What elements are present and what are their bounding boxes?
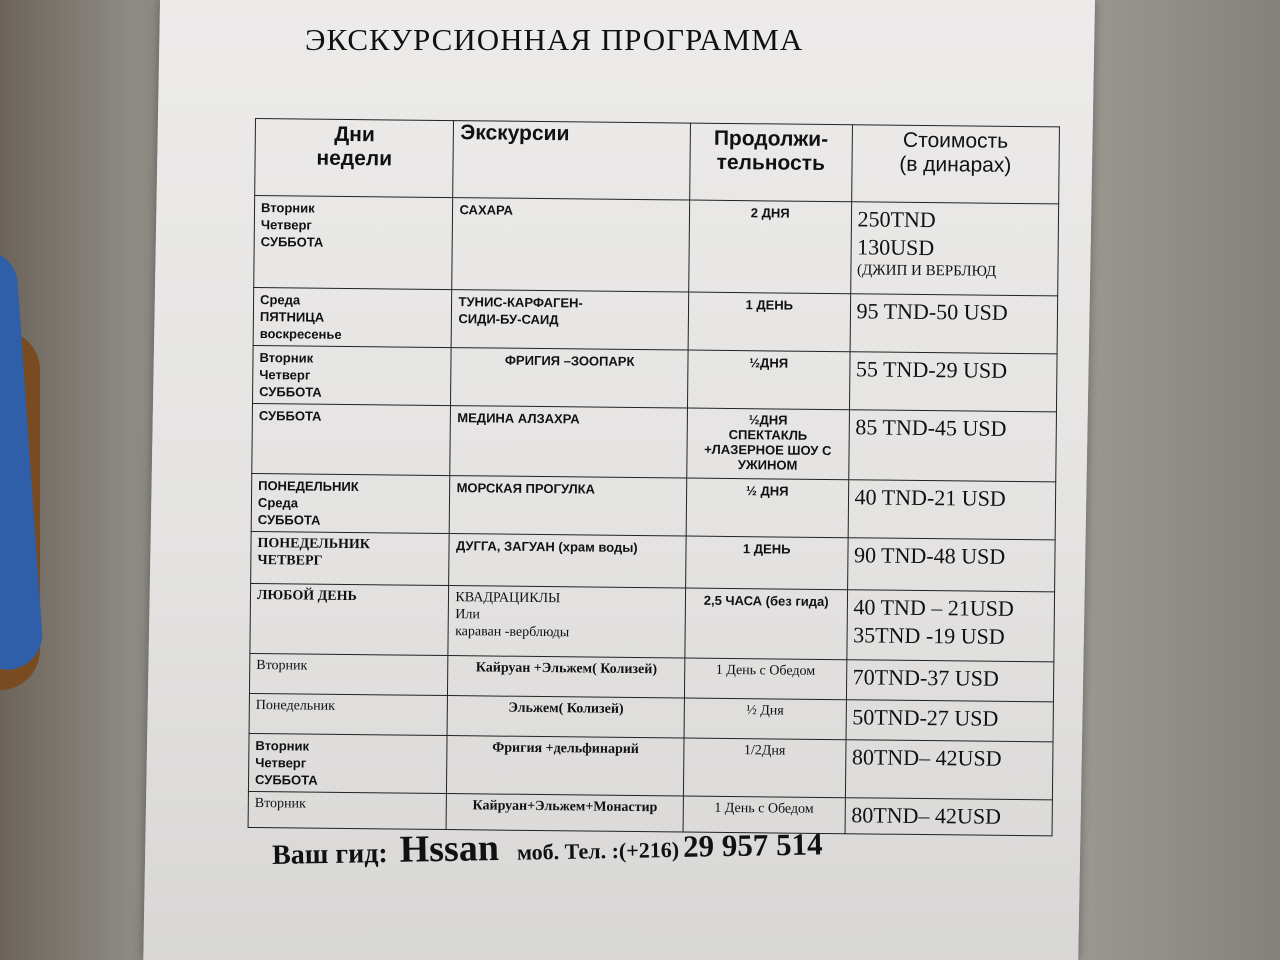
header-duration: Продолжи- тельность [690, 123, 852, 202]
cell-excursion: Эльжем( Колизей) [448, 696, 685, 738]
cell-price: 50TND-27 USD [846, 700, 1054, 742]
cell-duration: ½ДНЯ СПЕКТАКЛЬ +ЛАЗЕРНОЕ ШОУ С УЖИНОМ [687, 408, 849, 480]
cell-duration: 2 ДНЯ [689, 200, 852, 294]
table-row [251, 473, 1056, 539]
cell-duration: 2,5 ЧАСА (без гида) [685, 588, 847, 660]
cell-duration: ½ДНЯ [687, 350, 849, 410]
table-row [253, 287, 1058, 353]
cell-price: 80TND– 42USD [845, 798, 1053, 836]
cell-days: ЛЮБОЙ ДЕНЬ [250, 583, 449, 655]
cell-duration: 1/2Дня [683, 738, 845, 798]
phone-label: моб. Тел. :(+216) [516, 836, 680, 865]
cell-days: Вторник [249, 653, 448, 695]
cell-price: 70TND-37 USD [846, 660, 1054, 702]
cell-days: ПОНЕДЕЛЬНИК ЧЕТВЕРГ [251, 531, 450, 585]
cell-price: 55 TND-29 USD [849, 352, 1057, 412]
cell-price: 40 TND – 21USD 35TND -19 USD [846, 590, 1054, 662]
cell-days: Среда ПЯТНИЦА воскресенье [253, 287, 452, 347]
cell-price: 90 TND-48 USD [847, 538, 1055, 592]
cell-price-note: (ДЖИП И ВЕРБЛЮД [856, 262, 997, 280]
cell-duration: ½ ДНЯ [686, 478, 848, 538]
cell-duration: 1 День с Обедом [684, 658, 846, 700]
cell-excursion: Фригия +дельфинарий [447, 736, 684, 796]
cell-excursion: МОРСКАЯ ПРОГУЛКА [450, 476, 687, 536]
cell-excursion: МЕДИНА АЛЗАХРА [450, 406, 687, 478]
table-row [252, 403, 1057, 481]
cell-price: 80TND– 42USD [845, 740, 1053, 800]
cell-days: Вторник [248, 791, 447, 829]
cell-excursion: КВАДРАЦИКЛЫ Или караван -верблюды [448, 586, 685, 658]
cell-excursion: Кайруан +Эльжем( Колизей) [448, 656, 685, 698]
cell-price: 95 TND-50 USD [850, 294, 1058, 354]
table-row [254, 196, 1059, 296]
cell-duration: 1 ДЕНЬ [685, 536, 847, 590]
header-days: Дни недели [255, 119, 454, 198]
cell-days: Понедельник [249, 693, 448, 735]
table-row [253, 345, 1058, 411]
excursion-table [248, 118, 1060, 836]
table-row [251, 531, 1056, 591]
header-price: Стоимость (в динарах) [851, 125, 1059, 204]
guide-label: Ваш гид: [271, 837, 388, 871]
phone-number: 29 957 514 [682, 826, 823, 864]
header-excursions: Экскурсии [453, 121, 690, 200]
cell-price: 250TND 130USD [857, 206, 936, 261]
cell-excursion: Кайруан+Эльжем+Монастир [447, 794, 684, 832]
cell-days: СУББОТА [252, 403, 451, 475]
cell-days: ПОНЕДЕЛЬНИК Среда СУББОТА [251, 473, 450, 533]
cell-price: 40 TND-21 USD [848, 480, 1056, 540]
cell-duration: ½ Дня [684, 698, 846, 740]
cell-days: Вторник Четверг СУББОТА [248, 733, 447, 793]
cell-price: 85 TND-45 USD [848, 410, 1056, 482]
cell-days: Вторник Четверг СУББОТА [253, 345, 452, 405]
cell-excursion: ФРИГИЯ –ЗООПАРК [451, 348, 688, 408]
cell-duration: 1 ДЕНЬ [688, 292, 850, 352]
cell-duration: 1 День с Обедом [683, 796, 845, 834]
cell-excursion: САХАРА [452, 198, 689, 292]
cell-excursion: ДУГГА, ЗАГУАН (храм воды) [449, 534, 686, 588]
table-header-row [255, 119, 1060, 204]
page-title: ЭКСКУРСИОННАЯ ПРОГРАММА [305, 22, 804, 57]
cell-price-group [850, 202, 1058, 296]
table-row [248, 733, 1053, 799]
cell-excursion: ТУНИС-КАРФАГЕН- СИДИ-БУ-САИД [452, 290, 689, 350]
cell-days: Вторник Четверг СУББОТА [254, 196, 453, 290]
table-row [250, 583, 1055, 661]
guide-name: Hssan [399, 827, 500, 871]
